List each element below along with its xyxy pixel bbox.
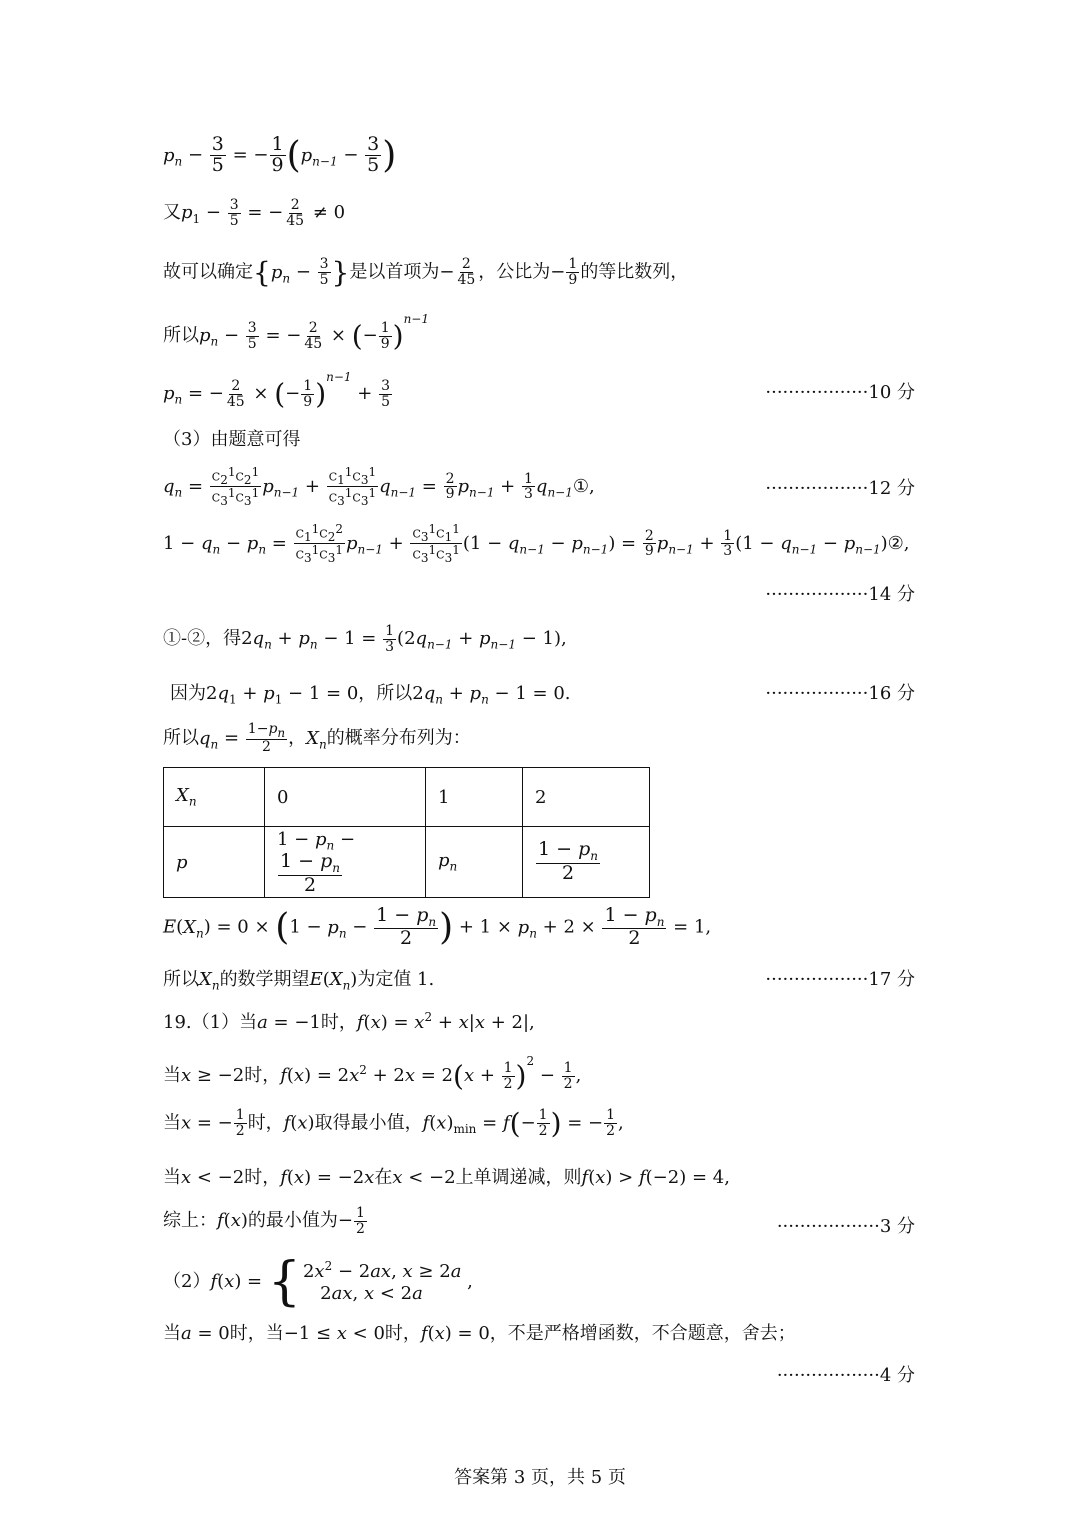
table-cell: 1 [426,768,523,827]
score-17: ··················17 分 [765,969,915,990]
probability-distribution-table [163,767,650,898]
table-cell: $X_n$ [164,768,265,827]
score-12: ··················12 分 [765,478,915,499]
page-footer: 答案第 3 页，共 5 页 [454,1467,626,1488]
table-cell: 2 [523,768,650,827]
eq-one-minus-qn-pn: $1 - q_n - p_n$ = $\frac{C_1^1C_2^2}{C_3^1C_3^1}$ $p_{n-1}$ + $\frac{C_3^1C_1^1}{C_3^1C_3^1}$ $(1 - q_{n-1} - p_{n-1})$ = $\frac{2}{9}$ $p_{n-1}$ + $\frac{1}{3}$ ($1 - q_{n-1}$ − $p_{n-1})②$, [163,522,910,566]
text-case-a-zero: 当a = 0时，当−1 ≤ x < 0时，f(x) = 0，不是严格增函数，不合题意，舍去； [163,1323,796,1344]
score-10: ··················10 分 [765,382,915,403]
eq-pn-final: $p_n$ = − $\frac{2}{45}$ × (− $\frac{1}{9}$ )$^{n-1}$ + $\frac{3}{5}$ [163,370,390,411]
score-4: ··················4 分 [776,1365,915,1386]
text-distribution-intro: 所以$q_n$ = $\frac{1-p_n}{2}$ ，$X_n$的概率分布列为： [163,721,471,756]
table-cell: p [164,827,265,898]
table-cell: $p_n$ [426,827,523,898]
eq-pn-minus: 所以$p_n$ − $\frac{3}{5}$ = − $\frac{2}{45}$ × (− $\frac{1}{9}$ )$^{n-1}$ [163,312,429,353]
eq-min-value: 当x = − $\frac{1}{2}$ 时，f(x)取得最小值，$f(x)_{min} = f(-$ $\frac{1}{2}$ ) = − $\frac{1}{2}$ , [163,1107,624,1140]
eq-because: 因为$2q_1 + p_1 - 1 = 0$，所以$2q_n + p_n - 1 = 0$. [170,683,571,707]
text-conclusion-min: 综上：f(x)的最小值为− $\frac{1}{2}$ [163,1205,365,1237]
text-expectation-constant: 所以$X_n$的数学期望$E(X_n)$为定值 1. [163,969,435,993]
table-cell: 0 [265,768,426,827]
section-3-heading: （3）由题意可得 [163,429,301,450]
score-16: ··················16 分 [765,683,915,704]
table-cell: $\frac{1 - p_n}{2}$ [523,827,650,898]
score-14: ··················14 分 [765,584,915,605]
table-row [164,827,650,898]
eq-piecewise: （2）f(x) = { $2x^2 - 2ax$, x ≥ 2a 2ax, x < 2a , [163,1252,473,1312]
score-3: ··················3 分 [776,1216,915,1237]
eq-qn: $q_n$ = $\frac{C_2^1C_2^1}{C_3^1C_3^1}$ $p_{n-1}$ + $\frac{C_1^1C_3^1}{C_3^1C_3^1}$ $q_{n-1}$ = $\frac{2}{9}$ $p_{n-1}$ + $\frac{1}{3}$ $q_{n-1}①$, [163,465,595,509]
text-geometric-sequence: 故可以确定{$p_n$ − $\frac{3}{5}$ }是以首项为− $\frac{2}{45}$ ，公比为− $\frac{1}{9}$ 的等比数列， [163,256,689,289]
eq-case-lt-minus2: 当x < −2时，f(x) = −2x在x < −2上单调递减，则f(x) > f(−2) = 4, [163,1167,730,1188]
eq-expectation: $E(X_n) = 0 \times (1 - p_n$ − $\frac{1 - p_n}{2}$ ) + $1 \times p_n + 2$ × $\frac{1 - p_n}{2}$ = 1, [163,904,712,950]
q19-part1-intro: 19.（1）当a = −1时，$f(x) = x^2 + x|x + 2|$, [163,1010,535,1033]
eq-case-ge-minus2: 当x ≥ −2时，$f(x) = 2x^2 + 2x = 2(x$ + $\frac{1}{2}$ )$^2$ − $\frac{1}{2}$ , [163,1054,582,1093]
eq-pn-recurrence: $p_n$ − $\frac{3}{5}$ = − $\frac{1}{9}$ ($p_{n-1}$ − $\frac{3}{5}$ ) [163,133,397,176]
table-cell: $1 - p_n$ − $\frac{1 - p_n}{2}$ [265,827,426,898]
table-row [164,768,650,827]
eq-p1-check: 又$p_1$ − $\frac{3}{5}$ = − $\frac{2}{45}$ ≠ 0 [163,197,346,229]
eq-subtract: ①-②，得$2q_n + p_n - 1$ = $\frac{1}{3}$ $(2q_{n-1} + p_{n-1} - 1)$, [163,623,567,655]
